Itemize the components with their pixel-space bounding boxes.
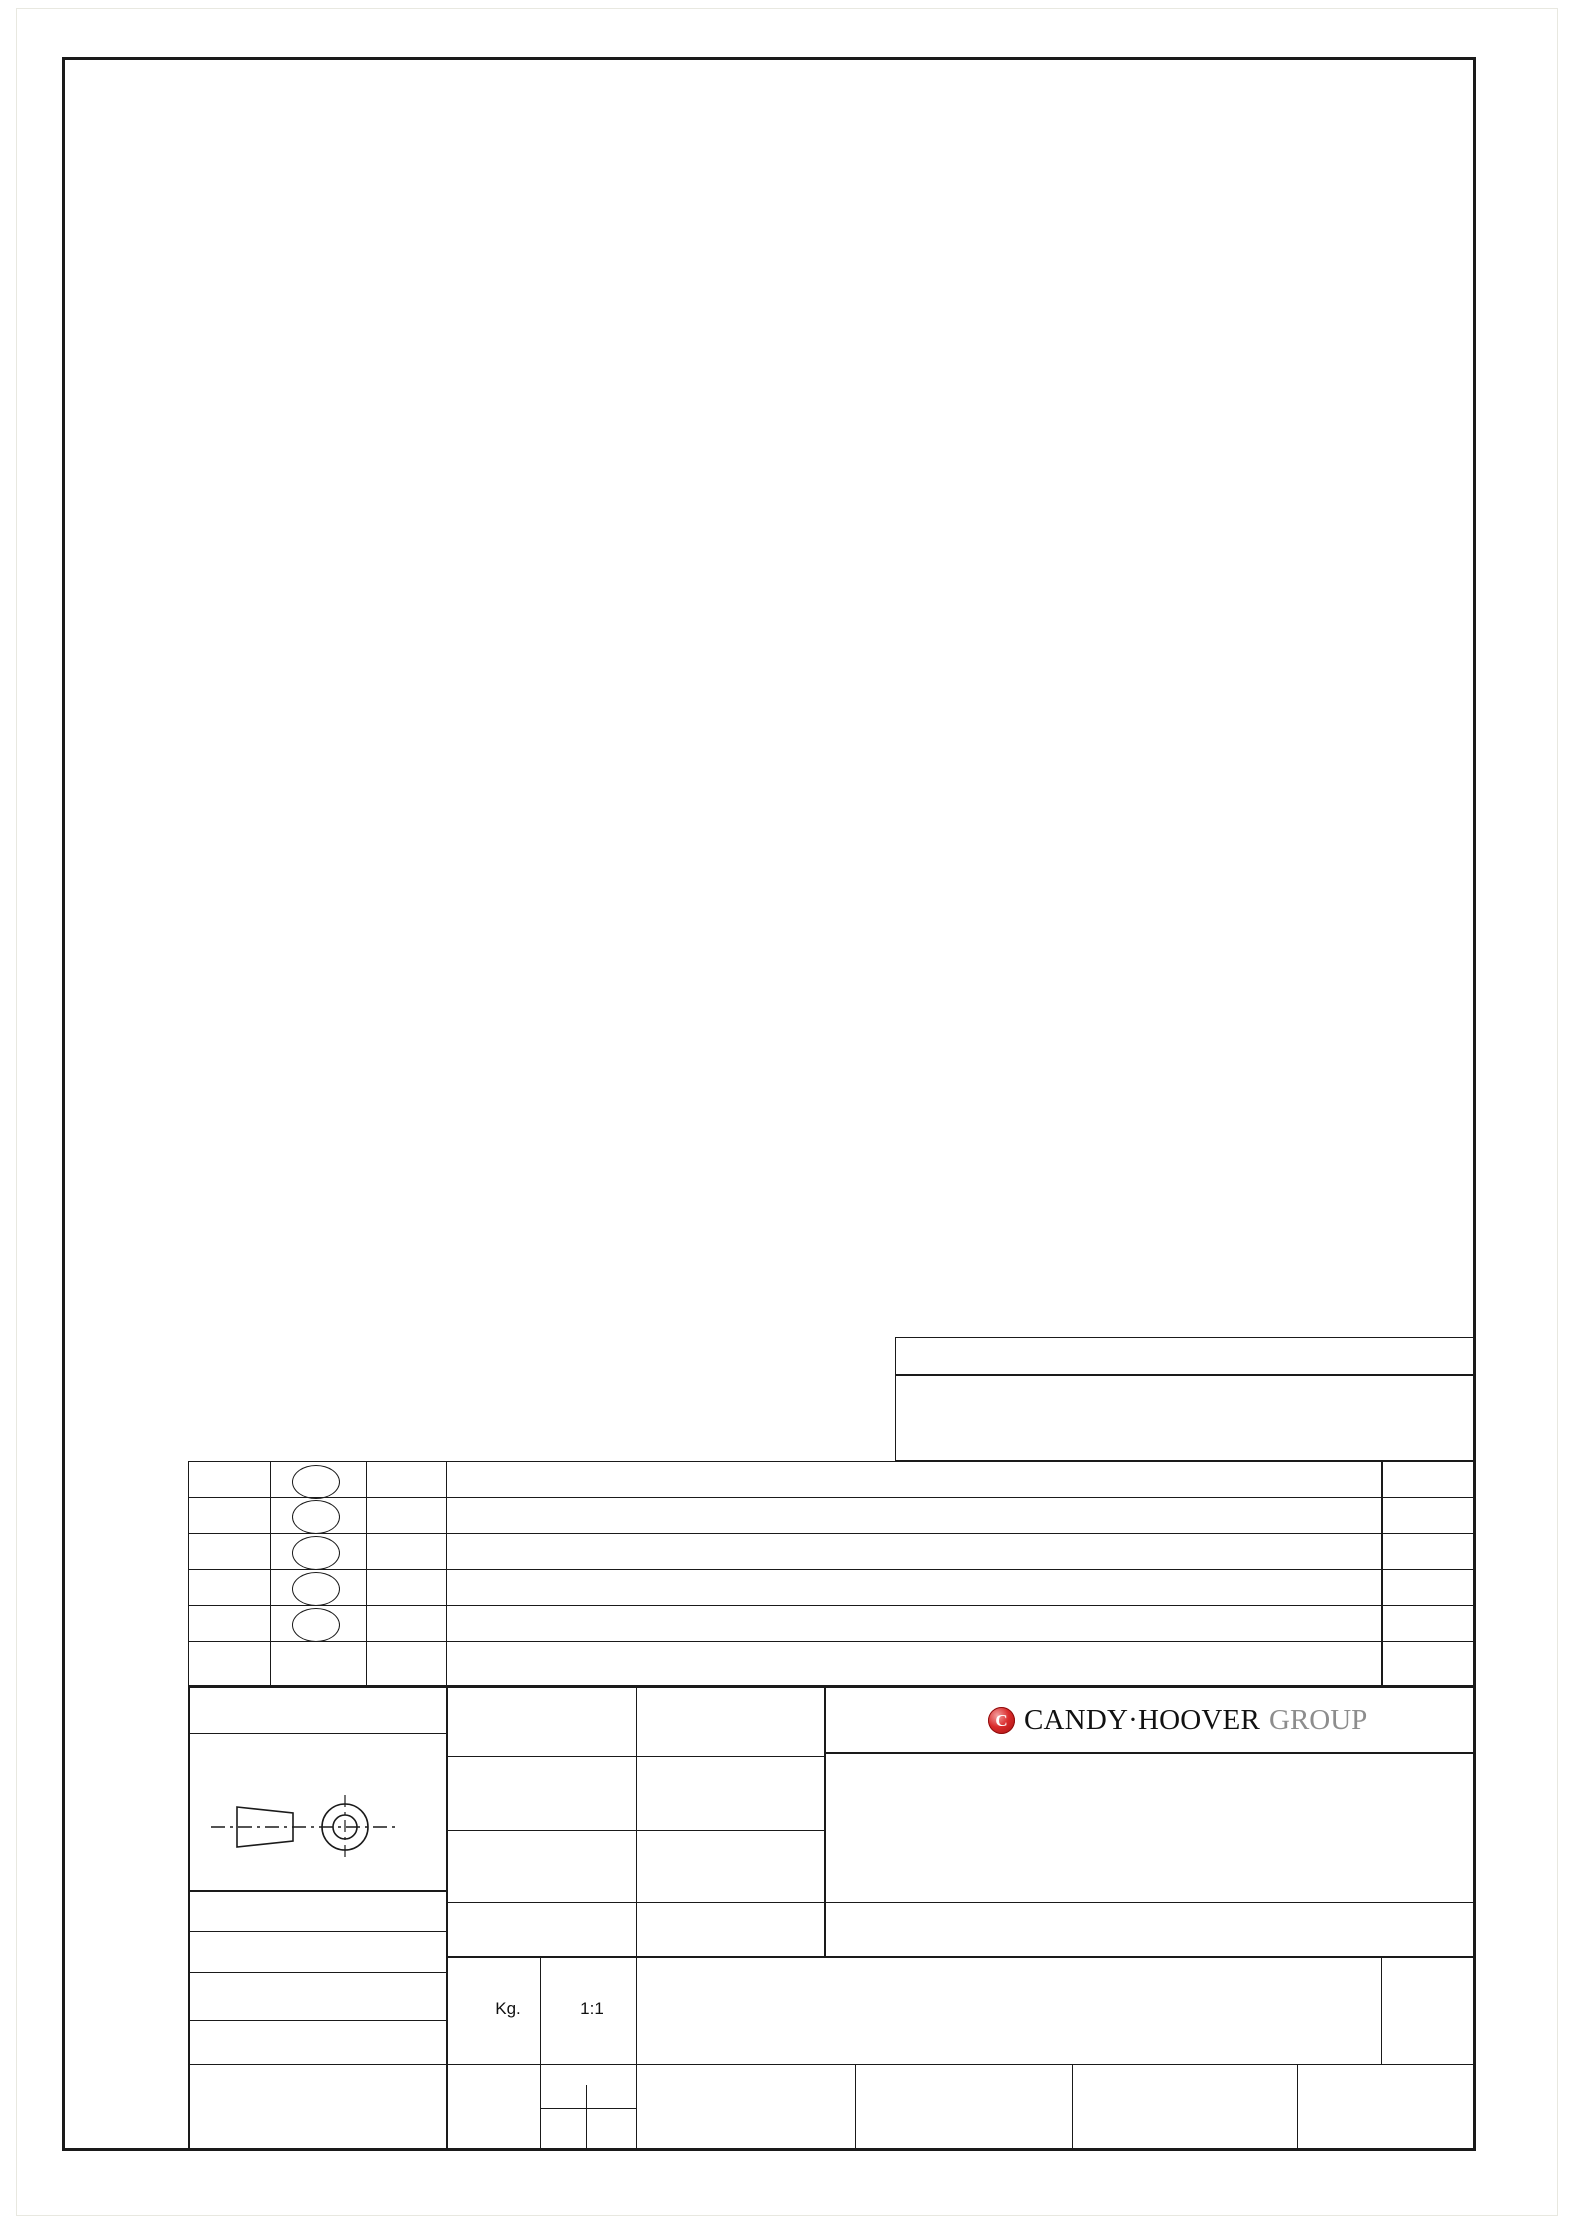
revision-row-divider-2 bbox=[188, 1533, 1476, 1534]
mass-cell-divider-right bbox=[636, 1956, 637, 2064]
revision-col-divider-2 bbox=[366, 1461, 367, 1686]
left-stack-divider-5 bbox=[188, 2020, 446, 2021]
left-stack-divider-2 bbox=[188, 1890, 446, 1892]
scale-row-bottom bbox=[446, 2064, 1476, 2065]
footer-divider-3 bbox=[855, 2064, 856, 2151]
title-block bbox=[188, 1686, 1476, 2151]
revision-table bbox=[188, 1461, 1476, 1686]
logo-secondary-text: GROUP bbox=[1269, 1704, 1368, 1736]
title-middle-row-2 bbox=[446, 1830, 824, 1831]
left-stack-divider-3 bbox=[188, 1931, 446, 1932]
revision-row-divider-4 bbox=[188, 1605, 1476, 1606]
left-stack-inner-divider bbox=[188, 2064, 189, 2151]
revision-col-divider-1 bbox=[270, 1461, 271, 1686]
revision-balloon bbox=[292, 1536, 340, 1570]
revision-balloon bbox=[292, 1500, 340, 1534]
candy-roundel-icon bbox=[988, 1707, 1015, 1734]
title-middle-row-1 bbox=[446, 1756, 824, 1757]
footer-subcell-vertical bbox=[586, 2085, 587, 2151]
title-middle-row-3 bbox=[446, 1902, 1476, 1903]
title-middle-divider-2 bbox=[824, 1686, 826, 1956]
revision-balloon bbox=[292, 1572, 340, 1606]
logo-band-bottom bbox=[824, 1752, 1476, 1754]
first-angle-projection-symbol bbox=[205, 1785, 405, 1869]
scale-cell-divider-right bbox=[1381, 1956, 1382, 2064]
footer-divider-2 bbox=[636, 2064, 637, 2151]
revision-col-divider-3 bbox=[446, 1461, 447, 1686]
revision-balloon bbox=[292, 1465, 340, 1499]
revision-col-divider-4 bbox=[1381, 1461, 1383, 1686]
footer-divider-4 bbox=[1072, 2064, 1073, 2151]
company-logo bbox=[988, 1704, 1367, 1737]
logo-primary-text: CANDY·HOOVER bbox=[1024, 1704, 1261, 1736]
scale-value: 1:1 bbox=[580, 1999, 604, 2018]
title-middle-tick-2 bbox=[636, 1830, 637, 1880]
left-stack-divider-6 bbox=[188, 2064, 446, 2065]
revision-row-divider-1 bbox=[188, 1497, 1476, 1498]
title-middle-row-4 bbox=[446, 1956, 1476, 1958]
mass-label: Kg. bbox=[495, 1999, 521, 2018]
footer-subcell-divider bbox=[540, 2108, 636, 2109]
upper-note-box-2 bbox=[895, 1375, 1476, 1461]
left-stack-divider-1 bbox=[188, 1733, 446, 1734]
revision-row-divider-5 bbox=[188, 1641, 1476, 1642]
mass-cell-divider-left bbox=[540, 1956, 541, 2064]
upper-note-box-1 bbox=[895, 1337, 1476, 1375]
revision-balloon bbox=[292, 1608, 340, 1642]
title-middle-divider-1 bbox=[636, 1686, 637, 1956]
title-middle-tick-1 bbox=[636, 1756, 637, 1806]
left-stack-divider-4 bbox=[188, 1972, 446, 1973]
revision-row-divider-3 bbox=[188, 1569, 1476, 1570]
footer-divider-5 bbox=[1297, 2064, 1298, 2151]
